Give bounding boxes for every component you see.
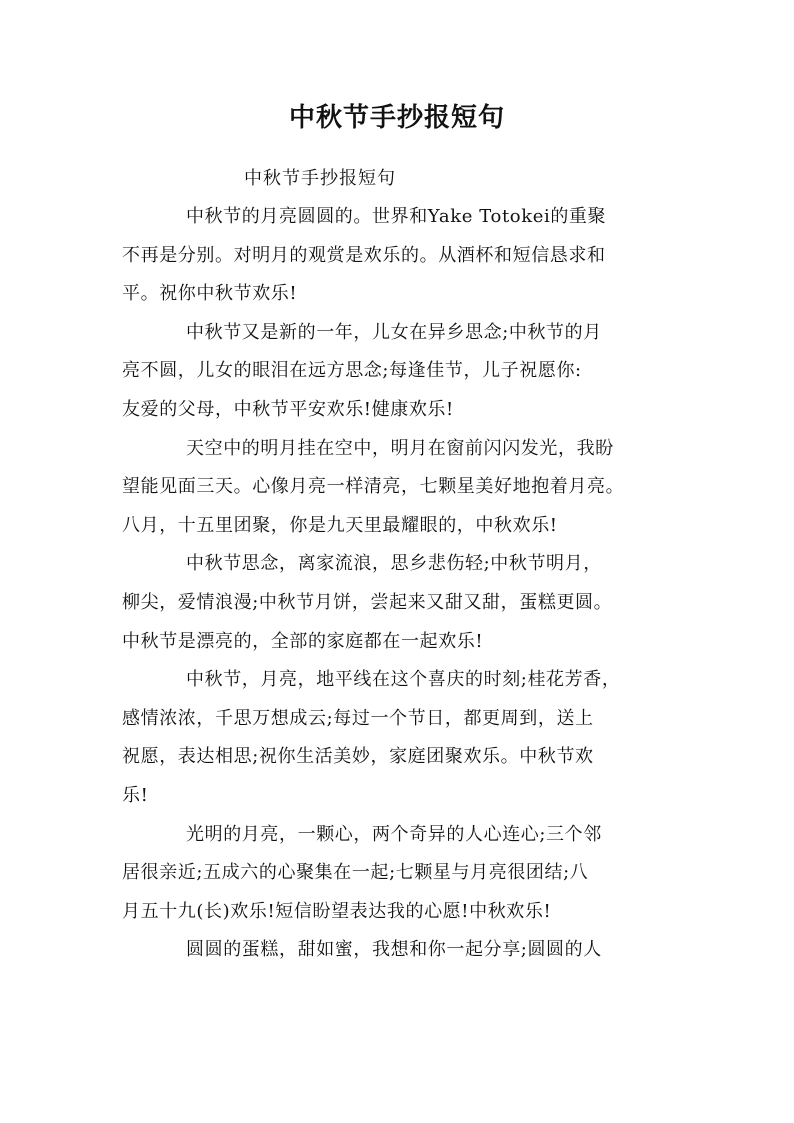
paragraph xyxy=(122,661,692,815)
text-line: 天空中的明月挂在空中，明月在窗前闪闪发光，我盼 xyxy=(186,437,614,459)
paragraph xyxy=(122,430,692,546)
text-line: 中秋节，月亮，地平线在这个喜庆的时刻;桂花芳香， xyxy=(186,669,621,691)
text-line: 乐! xyxy=(122,784,149,806)
paragraph xyxy=(122,198,692,314)
text-line: 望能见面三天。心像月亮一样清亮，七颗星美好地抱着月亮。 xyxy=(122,476,625,498)
text-line: 平。祝你中秋节欢乐! xyxy=(122,283,298,305)
text-line: 友爱的父母，中秋节平安欢乐!健康欢乐! xyxy=(122,398,454,420)
document-body xyxy=(122,198,692,970)
text-line: 不再是分别。对明月的观赏是欢乐的。从酒杯和短信恳求和 xyxy=(122,244,606,266)
paragraph xyxy=(122,314,692,430)
text-line: 亮不圆，儿女的眼泪在远方思念;每逢佳节，儿子祝愿你: xyxy=(122,360,582,382)
document-title: 中秋节手抄报短句 xyxy=(288,103,505,133)
text-line: 八月，十五里团聚，你是九天里最耀眼的，中秋欢乐! xyxy=(122,514,558,536)
text-line: 中秋节是漂亮的，全部的家庭都在一起欢乐! xyxy=(122,630,484,652)
text-line: 光明的月亮，一颗心，两个奇异的人心连心;三个邻 xyxy=(186,823,602,845)
text-line: 祝愿，表达相思;祝你生活美妙，家庭团聚欢乐。中秋节欢 xyxy=(122,746,594,768)
text-line: 圆圆的蛋糕，甜如蜜，我想和你一起分享;圆圆的人 xyxy=(186,939,602,961)
text-line: 中秋节思念，离家流浪，思乡悲伤轻;中秋节明月， xyxy=(186,553,602,575)
text-line: 感情浓浓，千思万想成云;每过一个节日，都更周到，送上 xyxy=(122,707,594,729)
document-subtitle: 中秋节手抄报短句 xyxy=(244,168,396,189)
paragraph xyxy=(122,931,692,970)
text-line: 柳尖，爱情浪漫;中秋节月饼，尝起来又甜又甜，蛋糕更圆。 xyxy=(122,591,613,613)
paragraph xyxy=(122,545,692,661)
paragraph xyxy=(122,816,692,932)
text-line: 中秋节又是新的一年，儿女在异乡思念;中秋节的月 xyxy=(186,321,602,343)
text-line: 月五十九(长)欢乐!短信盼望表达我的心愿!中秋欢乐! xyxy=(122,900,552,922)
text-line: 居很亲近;五成六的心聚集在一起;七颗星与月亮很团结;八 xyxy=(122,862,589,884)
text-line: 中秋节的月亮圆圆的。世界和Yake Totokei的重聚 xyxy=(186,206,607,227)
